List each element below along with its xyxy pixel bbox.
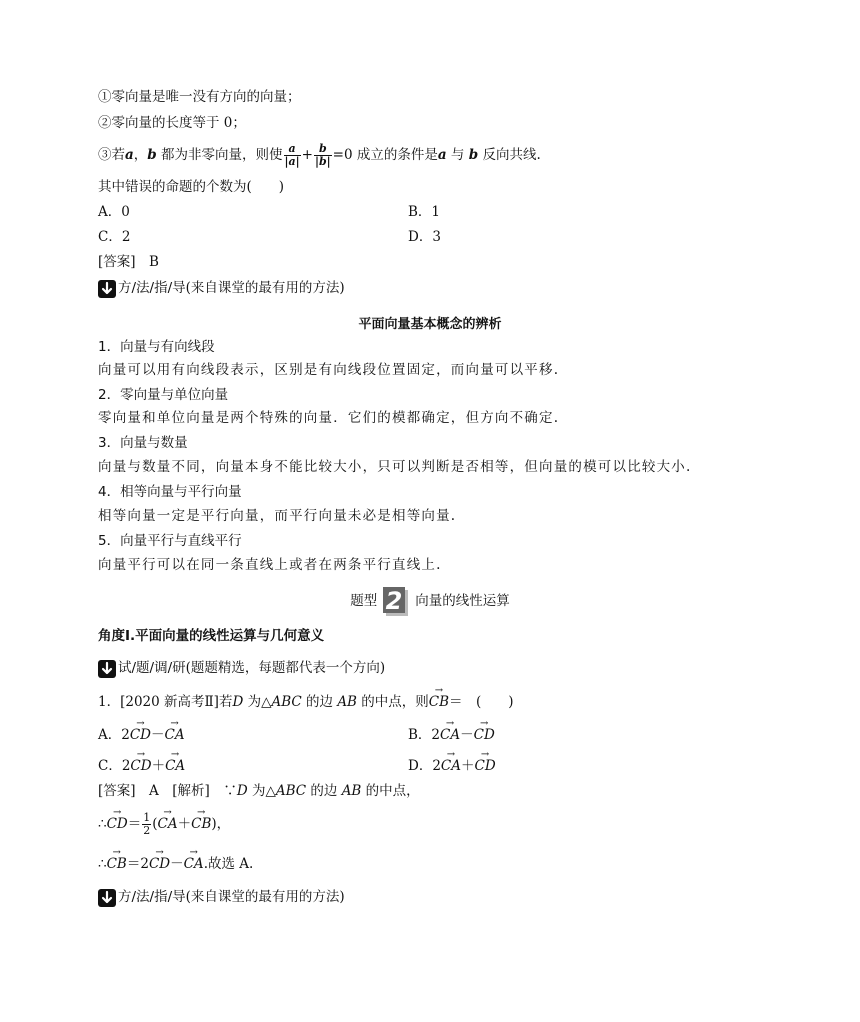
therefore: ∴ [98, 856, 107, 872]
p3-b2: b [468, 147, 479, 163]
q2-D: D [232, 694, 244, 710]
vector: → CD [475, 757, 496, 775]
vector: → CA [440, 726, 460, 744]
opt-d-pre: D．2 [408, 758, 441, 774]
trial-label: 试/题/调/研 [118, 660, 186, 676]
p3-with: 与 [446, 147, 469, 163]
p3-a2: a [437, 147, 447, 163]
q2-option-a [98, 726, 185, 744]
vector: → CD [474, 726, 495, 744]
q2-option-d [408, 757, 496, 775]
op: － [151, 727, 165, 743]
therefore: ∴ [98, 816, 107, 832]
q2-option-c [98, 757, 185, 775]
concept-text-2: 零向量和单位向量是两个特殊的向量．它们的模都确定，但方向不确定. [98, 410, 560, 426]
option-b: B．1 [408, 204, 441, 220]
type-title: 向量的线性运算 [415, 593, 510, 609]
paren: )， [211, 816, 231, 832]
frac2-num: b [314, 143, 332, 156]
method-note: (来自课堂的最有用的方法) [185, 280, 345, 296]
eq: ＝ [127, 816, 142, 832]
frac-den: 2 [143, 824, 151, 837]
vector: → CA [441, 757, 461, 775]
proposition-1: ①零向量是唯一没有方向的向量； [98, 89, 301, 105]
op: ＋ [461, 758, 475, 774]
frac-one-half [142, 812, 151, 837]
vector: → CD [130, 757, 151, 775]
frac2-den: |b| [314, 155, 331, 168]
solution-line-2 [98, 812, 230, 837]
p3-comma: ， [133, 147, 148, 163]
op: ＋ [151, 758, 166, 774]
paren: ( [152, 816, 158, 832]
question-1-stem: 其中错误的命题的个数为( ) [98, 179, 285, 195]
concept-text-1: 向量可以用有向线段表示，区别是有向线段位置固定，而向量可以平移. [98, 362, 560, 378]
opt-c-pre: C．2 [98, 758, 131, 774]
concept-heading-5: 5．向量平行与直线平行 [98, 533, 242, 549]
question-2-stem [98, 693, 514, 711]
solution-line-3 [98, 855, 253, 873]
p3-end: 反向共线. [478, 147, 541, 163]
sol-conclusion: .故选 A. [203, 856, 254, 872]
method-guide-2 [98, 888, 345, 907]
frac-b-over-abs-b [314, 143, 332, 168]
p3-b: b [147, 147, 157, 163]
option-c: C．2 [98, 229, 131, 245]
op: ＋ [177, 816, 192, 832]
down-arrow-icon [98, 660, 116, 678]
vector: → CB [107, 855, 127, 873]
vector: → CD [130, 726, 151, 744]
sol-D: D [236, 783, 248, 799]
p3-a: a [125, 147, 134, 163]
opt-b-pre: B．2 [408, 727, 441, 743]
q2-AB: AB [337, 694, 357, 710]
q2-option-b [408, 726, 495, 744]
vector-CB: → CB [429, 693, 449, 711]
down-arrow-icon [98, 280, 116, 298]
vector: → CD [149, 855, 170, 873]
method-label: 方/法/指/导 [118, 280, 186, 296]
frac-num: 1 [143, 811, 151, 824]
vector: → CB [191, 815, 211, 833]
sol-AB: AB [341, 783, 362, 799]
q2-mid2: 的边 [301, 694, 338, 710]
option-d: D．3 [408, 229, 441, 245]
frac1-num: a [284, 143, 301, 156]
solution-line-1 [98, 782, 420, 800]
sol-ABC: ABC [275, 783, 307, 799]
p3-eq: =0 成立的条件是 [332, 147, 438, 163]
angle-heading: 角度Ⅰ.平面向量的线性运算与几何意义 [98, 628, 325, 644]
method-note: (来自课堂的最有用的方法) [185, 889, 345, 905]
type-label: 题型 [350, 593, 378, 609]
concept-text-5: 向量平行可以在同一条直线上或者在两条平行直线上. [98, 557, 442, 573]
op: － [170, 856, 184, 872]
frac1-den: |a| [284, 155, 300, 168]
sol-end: 的中点， [361, 783, 420, 799]
sol-mid2: 的边 [306, 783, 342, 799]
vector: → CA [165, 757, 185, 775]
type-header [0, 585, 860, 617]
trial-note: (题题精选，每题都代表一个方向) [185, 660, 386, 676]
method-guide-1 [98, 279, 345, 298]
concept-heading-4: 4．相等向量与平行向量 [98, 484, 242, 500]
trial-guide [98, 659, 385, 678]
answer-1: [答案] B [98, 254, 159, 270]
sol-mid: 为△ [247, 783, 276, 799]
svg-text:2: 2 [385, 586, 403, 615]
op: － [460, 727, 474, 743]
concept-text-3: 向量与数量不同，向量本身不能比较大小，只可以判断是否相等，但向量的模可以比较大小. [98, 459, 692, 475]
vector: → CD [107, 815, 128, 833]
proposition-2: ②零向量的长度等于 0； [98, 115, 246, 131]
vector: → CA [158, 815, 178, 833]
q2-end: ＝ ( ) [449, 694, 514, 710]
p3-pre: ③若 [98, 147, 125, 163]
opt-a-pre: A．2 [98, 727, 130, 743]
q2-pre: 1．[2020 新高考Ⅱ]若 [98, 694, 233, 710]
q2-mid1: 为△ [243, 694, 272, 710]
section-title: 平面向量基本概念的辨析 [358, 317, 502, 332]
p3-plus: + [301, 147, 313, 163]
q2-mid3: 的中点，则 [356, 694, 429, 710]
sol-pre: [答案] A [解析] ∵ [98, 783, 237, 799]
concept-heading-1: 1．向量与有向线段 [98, 339, 215, 355]
type-number-badge [383, 587, 409, 617]
vector: → CA [165, 726, 185, 744]
frac-a-over-abs-a [284, 143, 301, 168]
vector: → CA [184, 855, 204, 873]
proposition-3 [98, 143, 541, 168]
p3-mid: 都为非零向量，则使 [156, 147, 283, 163]
q2-ABC: ABC [271, 694, 302, 710]
down-arrow-icon [98, 889, 116, 907]
concept-text-4: 相等向量一定是平行向量，而平行向量未必是相等向量. [98, 508, 457, 524]
concept-heading-3: 3．向量与数量 [98, 435, 188, 451]
concept-heading-2: 2．零向量与单位向量 [98, 387, 229, 403]
method-label: 方/法/指/导 [118, 889, 186, 905]
eq: ＝2 [126, 856, 149, 872]
option-a: A．0 [98, 204, 130, 220]
